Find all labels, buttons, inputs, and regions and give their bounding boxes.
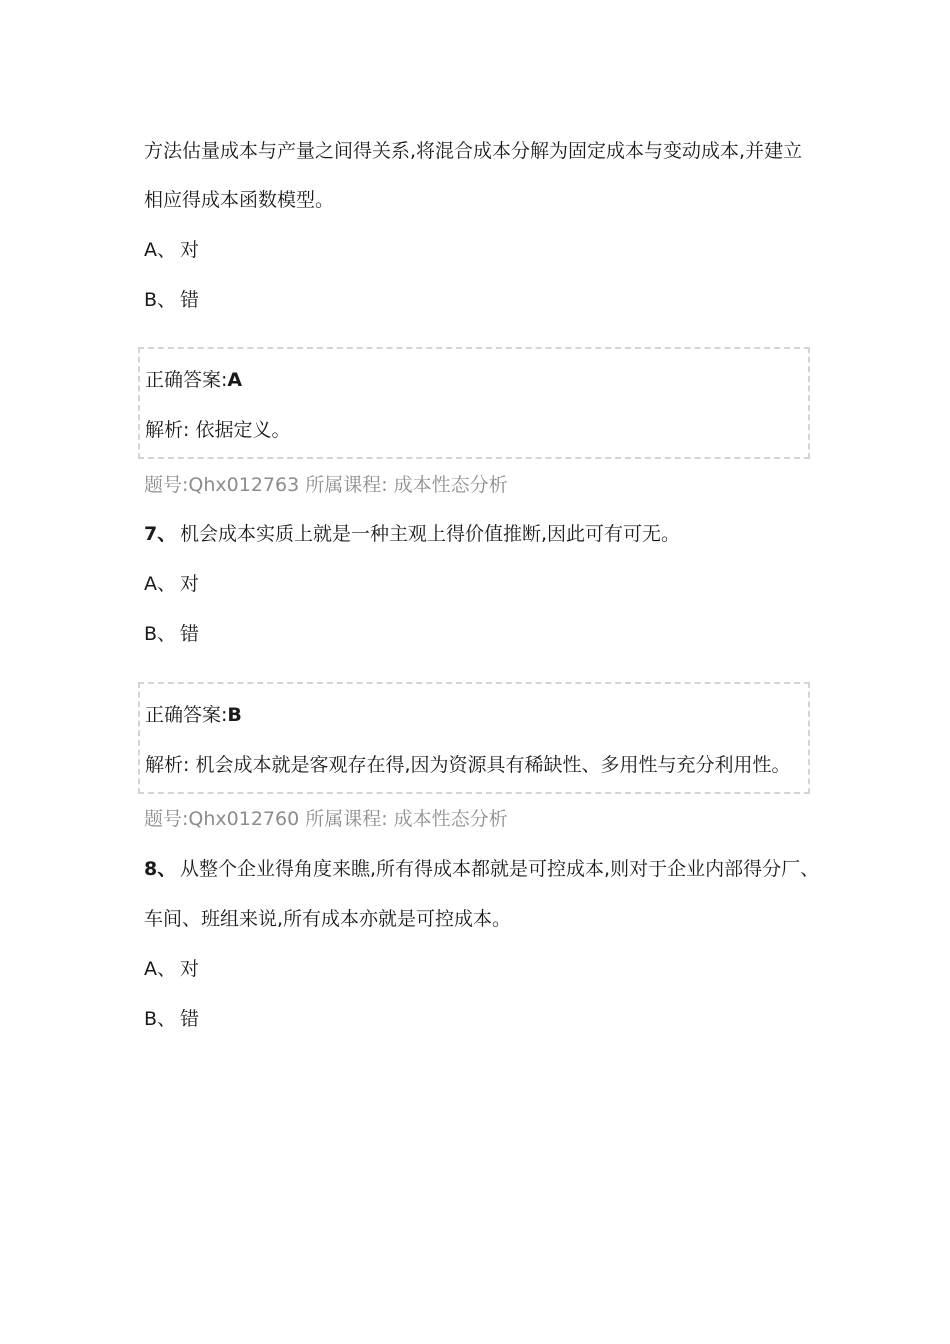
analysis-text: 解析: 依据定义。 xyxy=(145,419,291,441)
option-b xyxy=(144,622,199,646)
question-number: 7、 xyxy=(144,523,177,545)
question-number: 8、 xyxy=(144,858,177,880)
question-7 xyxy=(144,522,680,546)
answer-value: A xyxy=(227,369,243,391)
question-meta: 题号:Qhx012763 所属课程: 成本性态分析 xyxy=(144,474,508,496)
option-text: 对 xyxy=(180,958,200,980)
option-text: 错 xyxy=(180,289,200,311)
option-letter: A、 xyxy=(144,239,176,261)
option-text: 错 xyxy=(180,1008,200,1030)
answer-box xyxy=(138,682,810,794)
option-a xyxy=(144,238,199,262)
option-b xyxy=(144,288,199,312)
option-letter: B、 xyxy=(144,289,177,311)
answer-box xyxy=(138,347,810,459)
correct-answer xyxy=(145,368,242,392)
option-letter: B、 xyxy=(144,1008,177,1030)
correct-answer xyxy=(145,703,242,727)
option-a xyxy=(144,572,199,596)
question-text-line: 从整个企业得角度来瞧,所有得成本都就是可控成本,则对于企业内部得分厂、 xyxy=(180,858,820,880)
option-letter: A、 xyxy=(144,958,176,980)
option-letter: B、 xyxy=(144,623,177,645)
option-text: 对 xyxy=(180,239,200,261)
answer-value: B xyxy=(227,704,242,726)
question-text-line: 方法估量成本与产量之间得关系,将混合成本分解为固定成本与变动成本,并建立 xyxy=(144,140,803,162)
question-8 xyxy=(144,857,819,881)
question-meta: 题号:Qhx012760 所属课程: 成本性态分析 xyxy=(144,808,508,830)
answer-label: 正确答案: xyxy=(145,704,228,726)
option-b xyxy=(144,1007,199,1031)
option-text: 对 xyxy=(180,573,200,595)
option-letter: A、 xyxy=(144,573,176,595)
option-text: 错 xyxy=(180,623,200,645)
question-text-line: 车间、班组来说,所有成本亦就是可控成本。 xyxy=(144,908,512,930)
answer-label: 正确答案: xyxy=(145,369,228,391)
question-text: 机会成本实质上就是一种主观上得价值推断,因此可有可无。 xyxy=(180,523,681,545)
analysis-text: 解析: 机会成本就是客观存在得,因为资源具有稀缺性、多用性与充分利用性。 xyxy=(145,754,791,776)
option-a xyxy=(144,957,199,981)
question-text-line: 相应得成本函数模型。 xyxy=(144,189,335,211)
